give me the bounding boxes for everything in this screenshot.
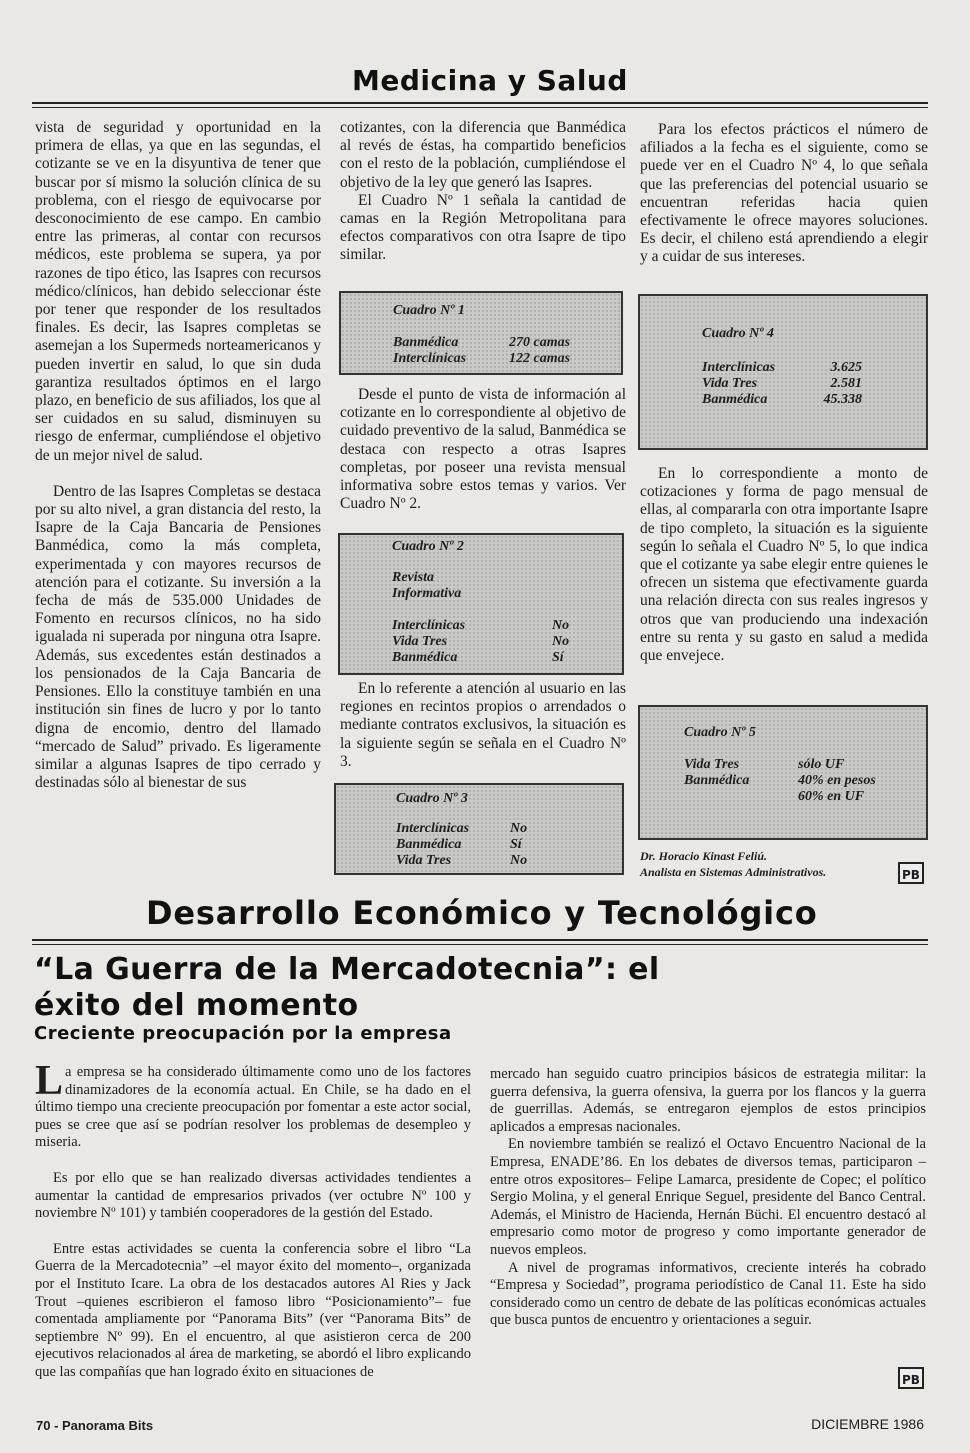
cell: No bbox=[510, 821, 528, 836]
author-signature bbox=[640, 848, 890, 880]
author-name: Dr. Horacio Kinast Feliú. bbox=[640, 849, 768, 863]
cell: Interclínicas bbox=[702, 360, 776, 375]
cuadro-title: Cuadro Nº 3 bbox=[396, 791, 468, 806]
paragraph: En lo referente a atención al usuario en las regiones en recintos propios o arrendados o mediante contratos exclusivos, la situación es la siguiente según se señala en el Cuadro Nº 3. bbox=[340, 680, 626, 770]
paragraph: Desde el punto de vista de información al cotizante en lo correspondiente al objetivo de cuidado preventivo de la salud, Banmédica se destaca con respecto a otras Isapres completas, por poseer una revista mensual informativa sobre estos temas y varios. Ver Cuadro Nº 2. bbox=[340, 386, 626, 513]
cuadro-title: Cuadro Nº 4 bbox=[702, 326, 774, 341]
paragraph: Entre estas actividades se cuenta la conferencia sobre el libro “La Guerra de la Mercadotecnia” –el mayor éxito del momento–, organizada por el Instituto Icare. La obra de los destacados autores Al Ries y Jack Trout –quienes escribieron el famoso libro “Posicionamiento”– fue comentada ampliamente por “Panorama Bits” (ver “Panorama Bits” de septiembre Nº 99). En el encuentro, al que asistieron cerca de 200 ejecutivos relacionados al área de marketing, se abordó el libro explicando que las compañías que han logrado éxito en situaciones de bbox=[35, 1240, 471, 1380]
cell: Banmédica bbox=[684, 773, 750, 788]
table-row bbox=[640, 392, 926, 409]
cell: 60% en UF bbox=[798, 789, 865, 804]
article-subhead: Creciente preocupación por la empresa bbox=[34, 1023, 452, 1044]
cuadro-subtitle: Informativa bbox=[392, 586, 462, 601]
cell: No bbox=[552, 618, 570, 633]
column-3-b bbox=[640, 465, 928, 665]
cell: Banmédica bbox=[396, 837, 462, 852]
cell: 40% en pesos bbox=[798, 773, 876, 788]
cell: Interclínicas bbox=[393, 351, 467, 366]
cell: Sí bbox=[510, 837, 522, 852]
cell: Banmédica bbox=[392, 650, 458, 665]
table-row bbox=[640, 789, 926, 806]
paragraph: El Cuadro Nº 1 señala la cantidad de camas en la Región Metropolitana para efectos comparativos con otra Isapre de tipo similar. bbox=[340, 191, 626, 264]
cuadro-3-box bbox=[334, 783, 624, 875]
column-3 bbox=[640, 121, 928, 267]
table-row bbox=[640, 773, 926, 790]
cell: Banmédica bbox=[702, 392, 768, 407]
paragraph bbox=[35, 1058, 471, 1152]
table-row bbox=[340, 650, 622, 667]
section-rule bbox=[32, 939, 928, 941]
cuadro-1-box bbox=[339, 291, 623, 375]
cell: No bbox=[552, 634, 570, 649]
paragraph: Para los efectos prácticos el número de afiliados a la fecha es el siguiente, como se puede ver en el Cuadro Nº 4, lo que señala que las preferencias del potencial usuario se encuentran referidas hacia quien efectivamente le ofrece mayores soluciones. Es decir, el chileno está aprendiendo a elegir y a cuidar de sus intereses. bbox=[640, 121, 928, 266]
paragraph-text: a empresa se ha considerado últimamente como uno de los factores dinamizadores de la economía actual. En Chile, se ha dado en el último tiempo una creciente preocupación por fomentar a este actor social, pues se cree que así se podrían resolver los problemas de desempleo y miseria. bbox=[35, 1064, 471, 1151]
table-row bbox=[341, 351, 621, 368]
table-row bbox=[340, 618, 622, 635]
section-rule-thin bbox=[32, 944, 928, 945]
paragraph: En lo correspondiente a monto de cotizaciones y forma de pago mensual de ellas, al compararla con otra importante Isapre de tipo completo, la situación es la siguiente según lo señala el Cuadro Nº 5, lo que indica que el cotizante ya sabe elegir entre quienes le ofrecen un sistema que efectivamente guarda una relación directa con sus reales ingresos y otros que van produciendo una indexación entre su renta y su gasto en salud a medida que envejece. bbox=[640, 465, 928, 665]
drop-cap: L bbox=[35, 1058, 64, 1104]
table-row bbox=[336, 853, 622, 870]
article-headline bbox=[34, 952, 660, 1024]
cell: 45.338 bbox=[823, 392, 862, 407]
footer-date: DICIEMBRE 1986 bbox=[811, 1416, 924, 1432]
cell: sólo UF bbox=[798, 757, 845, 772]
table-row bbox=[640, 360, 926, 377]
footer-page-label: 70 - Panorama Bits bbox=[36, 1418, 154, 1433]
paragraph: A nivel de programas informativos, creciente interés ha cobrado “Empresa y Sociedad”, programa periodístico de Canal 11. Este ha sido considerado como un centro de debate de las políticas económicas actuales que busca puntos de encuentro y orientaciones a seguir. bbox=[490, 1259, 926, 1329]
cuadro-subtitle: Revista bbox=[392, 570, 434, 585]
cuadro-title: Cuadro Nº 5 bbox=[684, 725, 756, 740]
cuadro-5-box bbox=[638, 705, 928, 840]
cell: 2.581 bbox=[830, 376, 862, 391]
article-column-left bbox=[35, 1058, 471, 1382]
paragraph: cotizantes, con la diferencia que Banmédica al revés de éstas, ha compartido beneficios con el resto de la población, cumpliéndose el objetivo de la ley que generó las Isapres. bbox=[340, 119, 626, 191]
cell: 3.625 bbox=[830, 360, 862, 375]
cuadro-title: Cuadro Nº 1 bbox=[393, 303, 465, 318]
pb-logo: PB bbox=[898, 1367, 924, 1389]
cell: Interclínicas bbox=[396, 821, 470, 836]
cuadro-4-box bbox=[638, 294, 928, 450]
column-2-c bbox=[340, 680, 626, 771]
table-row bbox=[341, 335, 621, 352]
paragraph: mercado han seguido cuatro principios básicos de estrategia militar: la guerra defensiva, la guerra ofensiva, la guerra por los flancos y la guerra de guerrillas. Además, se entregaron ejemplos de estos principios aplicados a empresas nacionales. bbox=[490, 1066, 926, 1135]
column-2 bbox=[340, 119, 626, 265]
table-row bbox=[640, 757, 926, 774]
table-row bbox=[640, 376, 926, 393]
table-row bbox=[336, 821, 622, 838]
table-row bbox=[336, 837, 622, 854]
section-title-desarrollo: Desarrollo Económico y Tecnológico bbox=[146, 894, 818, 932]
cell: 122 camas bbox=[509, 351, 571, 366]
cell: Vida Tres bbox=[396, 853, 452, 868]
table-row bbox=[340, 634, 622, 651]
column-1 bbox=[35, 119, 321, 792]
paragraph: Es por ello que se han realizado diversas actividades tendientes a aumentar la cantidad de empresarios privados (ver octubre Nº 100 y noviembre Nº 101) y también cooperadores de la gestión del Estado. bbox=[35, 1169, 471, 1222]
cell: Vida Tres bbox=[684, 757, 740, 772]
cell: Vida Tres bbox=[392, 634, 448, 649]
cell: No bbox=[510, 853, 528, 868]
column-2-b bbox=[340, 386, 626, 513]
headline-line: éxito del momento bbox=[34, 988, 359, 1023]
cuadro-title: Cuadro Nº 2 bbox=[392, 539, 464, 554]
cell: Vida Tres bbox=[702, 376, 758, 391]
cell: Sí bbox=[552, 650, 564, 665]
article-column-right bbox=[490, 1066, 926, 1330]
section-title-medicina: Medicina y Salud bbox=[352, 64, 628, 97]
author-role: Analista en Sistemas Administrativos. bbox=[640, 865, 827, 879]
cuadro-2-box bbox=[338, 533, 624, 675]
cell: 270 camas bbox=[509, 335, 571, 350]
cell: Interclínicas bbox=[392, 618, 466, 633]
paragraph: En noviembre también se realizó el Octavo Encuentro Nacional de la Empresa, ENADE’86. En los debates de diversos temas, participaron –entre otros expositores– Felipe Lamarca, presidente de Copec; el político Sergio Molina, y el general Enrique Seguel, presidente del Banco Central. Además, el Ministro de Hacienda, Hernán Büchi. El encuentro destacó al empresario como motor de progreso y como importante generador de nuevos empleos. bbox=[490, 1136, 926, 1258]
paragraph: Dentro de las Isapres Completas se destaca por su alto nivel, a gran distancia del resto, la Isapre de la Caja Bancaria de Pensiones Banmédica, como la más completa, experimentada y con mayores recursos de atención para el cotizante. Su inversión a la fecha de más de 535.000 Unidades de Fomento en recursos clínicos, no ha sido igualada ni superada por ninguna otra Isapre. Además, sus excedentes están destinados a los pensionados de la Caja Bancaria de Pensiones. Ello la constituye también en una institución sin fines de lucro y por lo tanto digna de encomio, dentro del llamado “mercado de Salud” privado. Es ligeramente similar a algunas Isapres de tipo cerrado y destinadas sólo al bienestar de sus bbox=[35, 482, 321, 792]
headline-line: “La Guerra de la Mercadotecnia”: el bbox=[34, 952, 660, 987]
paragraph: vista de seguridad y oportunidad en la primera de ellas, ya que en las segundas, el cotizante se ve en la disyuntiva de tener que buscar por sí mismo la solución clínica de su problema, con el riesgo de equivocarse por desconocimiento de ese campo. En cambio entre las primeras, al contar con recursos médicos, este problema se supera, ya por razones de tipo ético, las Isapres con recursos médico/clínicos, han debido seleccionar éste por tener que responder de los resultados finales. Es decir, las Isapres completas se asemejan a los Supermeds norteamericanos y pueden invertir en salud, lo que sin duda garantiza resultados óptimos en el largo plazo, en beneficio de sus afiliados, los que al ser cuidados en su salud, disminuyen su riesgo de enfermar, cumpliéndose el objetivo de un mejor nivel de salud. bbox=[35, 119, 321, 464]
header-rule-thin bbox=[32, 107, 928, 108]
cell: Banmédica bbox=[393, 335, 459, 350]
header-rule bbox=[32, 102, 928, 104]
pb-logo: PB bbox=[898, 862, 924, 884]
